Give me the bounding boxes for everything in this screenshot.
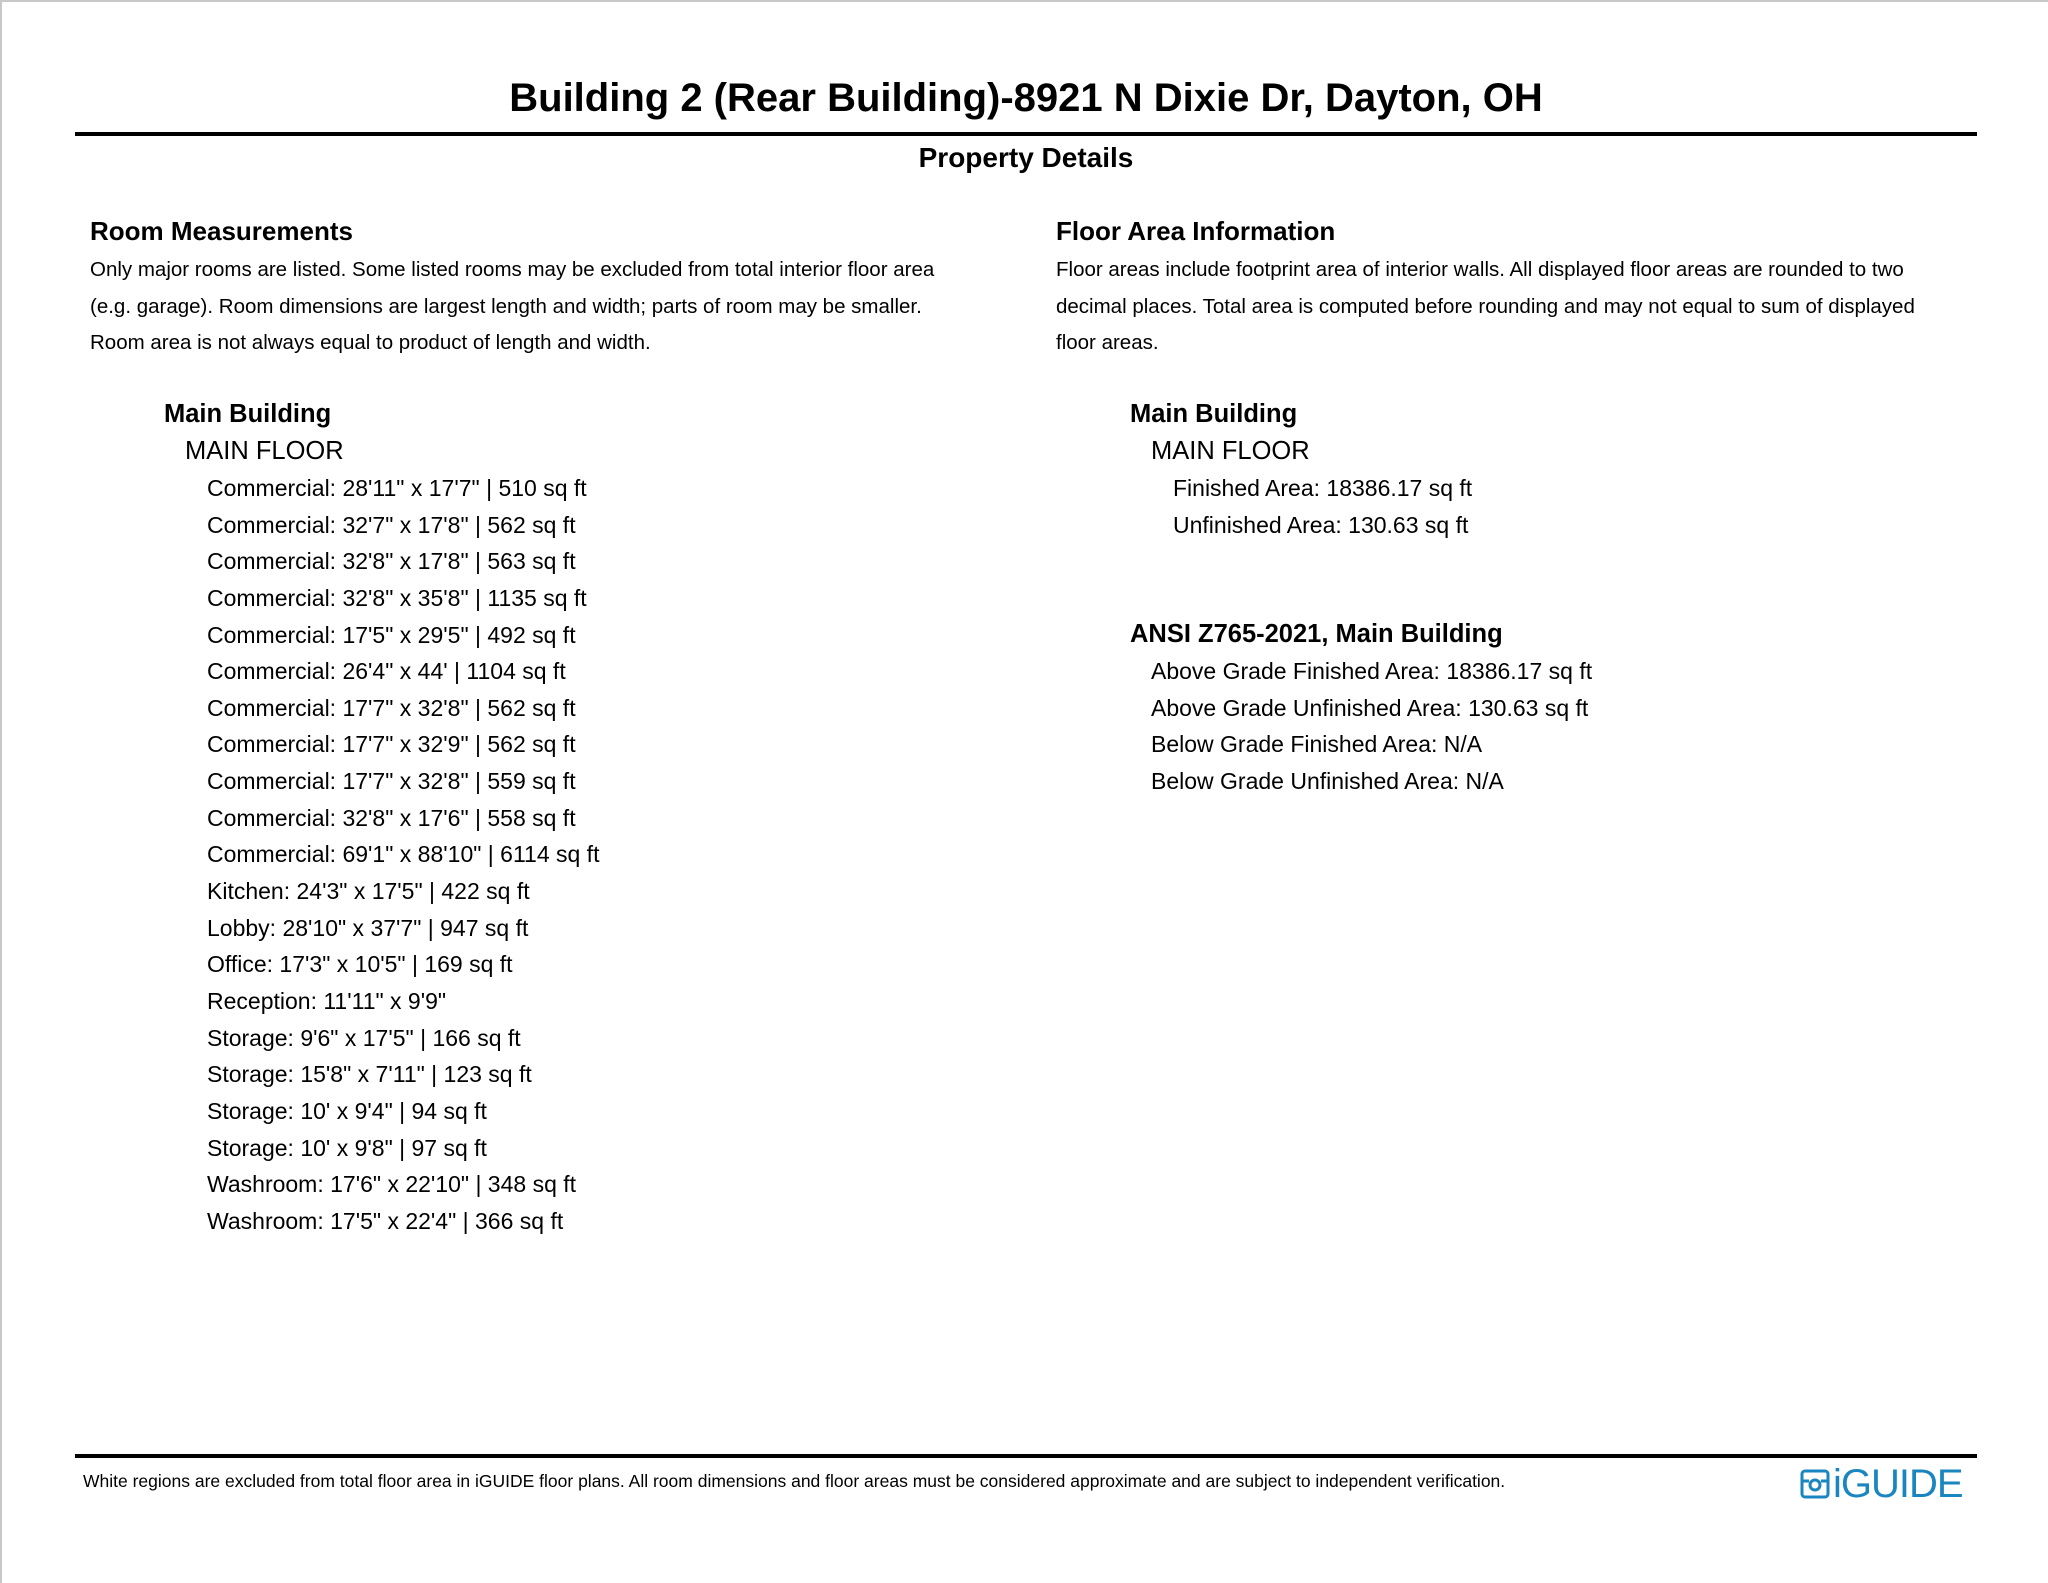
description-line: (e.g. garage). Room dimensions are largest length and width; parts of room may be smaller. (90, 294, 922, 318)
room-item: Storage: 10' x 9'4" | 94 sq ft (207, 1097, 487, 1124)
floor-area-item: Unfinished Area: 130.63 sq ft (1173, 511, 1469, 538)
ansi-heading: ANSI Z765-2021, Main Building (1130, 620, 1503, 648)
document-title: Building 2 (Rear Building)-8921 N Dixie Dr, Dayton, OH (509, 76, 1543, 120)
description-line: Room area is not always equal to product of length and width. (90, 331, 651, 355)
room-item: Reception: 11'11" x 9'9" (207, 987, 447, 1014)
ansi-area-item: Below Grade Finished Area: N/A (1151, 731, 1483, 758)
room-item: Commercial: 32'8" x 17'8" | 563 sq ft (207, 548, 576, 575)
ansi-area-item: Below Grade Unfinished Area: N/A (1151, 767, 1504, 794)
floor-area-heading: Floor Area Information (1056, 216, 1336, 246)
room-building-name: Main Building (164, 400, 332, 428)
ansi-area-item: Above Grade Unfinished Area: 130.63 sq ft (1151, 694, 1589, 721)
document-subtitle: Property Details (918, 142, 1134, 173)
room-item: Commercial: 28'11" x 17'7" | 510 sq ft (207, 475, 587, 501)
camera-frame-icon (1800, 1469, 1830, 1499)
room-item: Kitchen: 24'3" x 17'5" | 422 sq ft (207, 878, 530, 905)
ansi-area-item: Above Grade Finished Area: 18386.17 sq ft (1151, 658, 1593, 684)
footer-disclaimer: White regions are excluded from total floor area in iGUIDE floor plans. All room dimensions and floor areas must be considered approximate and are subject to independent verification. (83, 1471, 1506, 1491)
room-item: Commercial: 32'8" x 17'6" | 558 sq ft (207, 804, 576, 831)
room-measurements-heading: Room Measurements (90, 216, 353, 246)
room-item: Storage: 9'6" x 17'5" | 166 sq ft (207, 1024, 521, 1051)
area-building-name: Main Building (1130, 400, 1298, 428)
room-item: Commercial: 26'4" x 44' | 1104 sq ft (207, 658, 566, 685)
ansi-area-list (1151, 653, 1592, 800)
room-item: Washroom: 17'5" x 22'4" | 366 sq ft (207, 1207, 564, 1234)
room-item: Lobby: 28'10" x 37'7" | 947 sq ft (207, 914, 529, 941)
description-line: decimal places. Total area is computed before rounding and may not equal to sum of displayed (1056, 294, 1915, 318)
description-line: floor areas. (1056, 331, 1159, 355)
room-item: Commercial: 17'7" x 32'8" | 559 sq ft (207, 768, 576, 795)
logo-text: iGUIDE (1833, 1462, 1963, 1506)
area-floor-name: MAIN FLOOR (1151, 437, 1310, 465)
room-item: Office: 17'3" x 10'5" | 169 sq ft (207, 951, 513, 978)
floor-area-item: Finished Area: 18386.17 sq ft (1173, 475, 1473, 501)
room-item: Commercial: 17'7" x 32'8" | 562 sq ft (207, 694, 576, 721)
room-list (207, 470, 599, 1239)
room-item: Storage: 10' x 9'8" | 97 sq ft (207, 1134, 487, 1161)
footer-divider (75, 1454, 1977, 1458)
title-divider (75, 132, 1977, 136)
description-line: Floor areas include footprint area of interior walls. All displayed floor areas are rounded to two (1056, 258, 1904, 281)
room-item: Washroom: 17'6" x 22'10" | 348 sq ft (207, 1171, 577, 1198)
floor-area-description (1056, 252, 1996, 362)
room-item: Commercial: 32'8" x 35'8" | 1135 sq ft (207, 584, 587, 611)
room-item: Commercial: 17'5" x 29'5" | 492 sq ft (207, 621, 576, 648)
room-item: Storage: 15'8" x 7'11" | 123 sq ft (207, 1061, 532, 1088)
description-line: Only major rooms are listed. Some listed rooms may be excluded from total interior floor area (90, 258, 935, 281)
floor-area-list (1173, 470, 1472, 543)
room-measurements-description (90, 252, 1030, 362)
room-item: Commercial: 17'7" x 32'9" | 562 sq ft (207, 731, 576, 758)
room-item: Commercial: 32'7" x 17'8" | 562 sq ft (207, 511, 576, 538)
room-floor-name: MAIN FLOOR (185, 437, 344, 465)
iguide-logo (1800, 1462, 1963, 1506)
room-item: Commercial: 69'1" x 88'10" | 6114 sq ft (207, 841, 600, 868)
